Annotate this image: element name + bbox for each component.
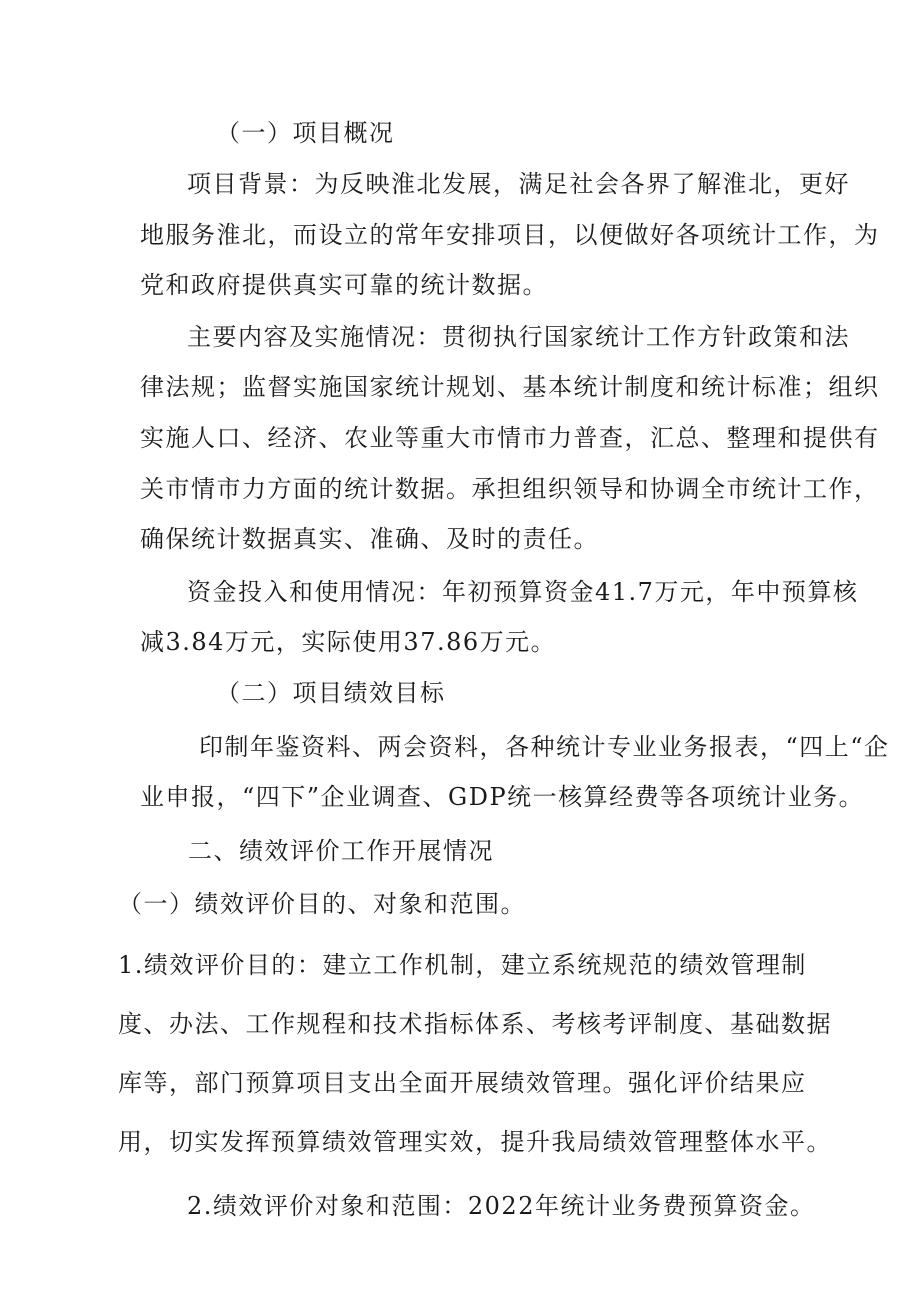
content-paragraph-line-3: 实施人口、经济、农业等重大市情市力普查，汇总、整理和提供有 — [140, 424, 880, 452]
goals-paragraph-line-1: 印制年鉴资料、两会资料，各种统计专业业务报表，“四上“企 — [199, 733, 890, 761]
content-paragraph-line-4: 关市情市力方面的统计数据。承担组织领导和协调全市统计工作， — [140, 475, 880, 503]
content-paragraph-line-5: 确保统计数据真实、准确、及时的责任。 — [140, 525, 599, 553]
purpose-paragraph-line-1: 1.绩效评价目的：建立工作机制，建立系统规范的绩效管理制 — [118, 951, 807, 979]
purpose-paragraph-line-4: 用，切实发挥预算绩效管理实效，提升我局绩效管理整体水平。 — [118, 1128, 832, 1156]
background-paragraph-line-3: 党和政府提供真实可靠的统计数据。 — [140, 271, 548, 299]
funding-paragraph-line-1: 资金投入和使用情况：年初预算资金41.7万元，年中预算核 — [187, 578, 859, 606]
funding-paragraph-line-2: 减3.84万元，实际使用37.86万元。 — [140, 628, 557, 656]
part-heading-evaluation-work: 二、绩效评价工作开展情况 — [188, 837, 494, 865]
scope-paragraph: 2.绩效评价对象和范围：2022年统计业务费预算资金。 — [187, 1192, 816, 1220]
purpose-paragraph-line-2: 度、办法、工作规程和技术指标体系、考核考评制度、基础数据 — [118, 1010, 832, 1038]
content-paragraph-line-2: 律法规；监督实施国家统计规划、基本统计制度和统计标准；组织 — [140, 373, 880, 401]
section-heading-performance-goals: （二）项目绩效目标 — [216, 679, 446, 707]
background-paragraph-line-1: 项目背景：为反映淮北发展，满足社会各界了解淮北，更好 — [187, 170, 850, 198]
subsection-heading-evaluation-purpose: （一）绩效评价目的、对象和范围。 — [118, 890, 526, 918]
purpose-paragraph-line-3: 库等，部门预算项目支出全面开展绩效管理。强化评价结果应 — [118, 1069, 807, 1097]
goals-paragraph-line-2: 业申报，“四下”企业调查、GDP统一核算经费等各项统计业务。 — [140, 783, 865, 811]
section-heading-project-overview: （一）项目概况 — [216, 119, 395, 147]
background-paragraph-line-2: 地服务淮北，而设立的常年安排项目，以便做好各项统计工作，为 — [140, 221, 880, 249]
content-paragraph-line-1: 主要内容及实施情况：贯彻执行国家统计工作方针政策和法 — [187, 323, 850, 351]
